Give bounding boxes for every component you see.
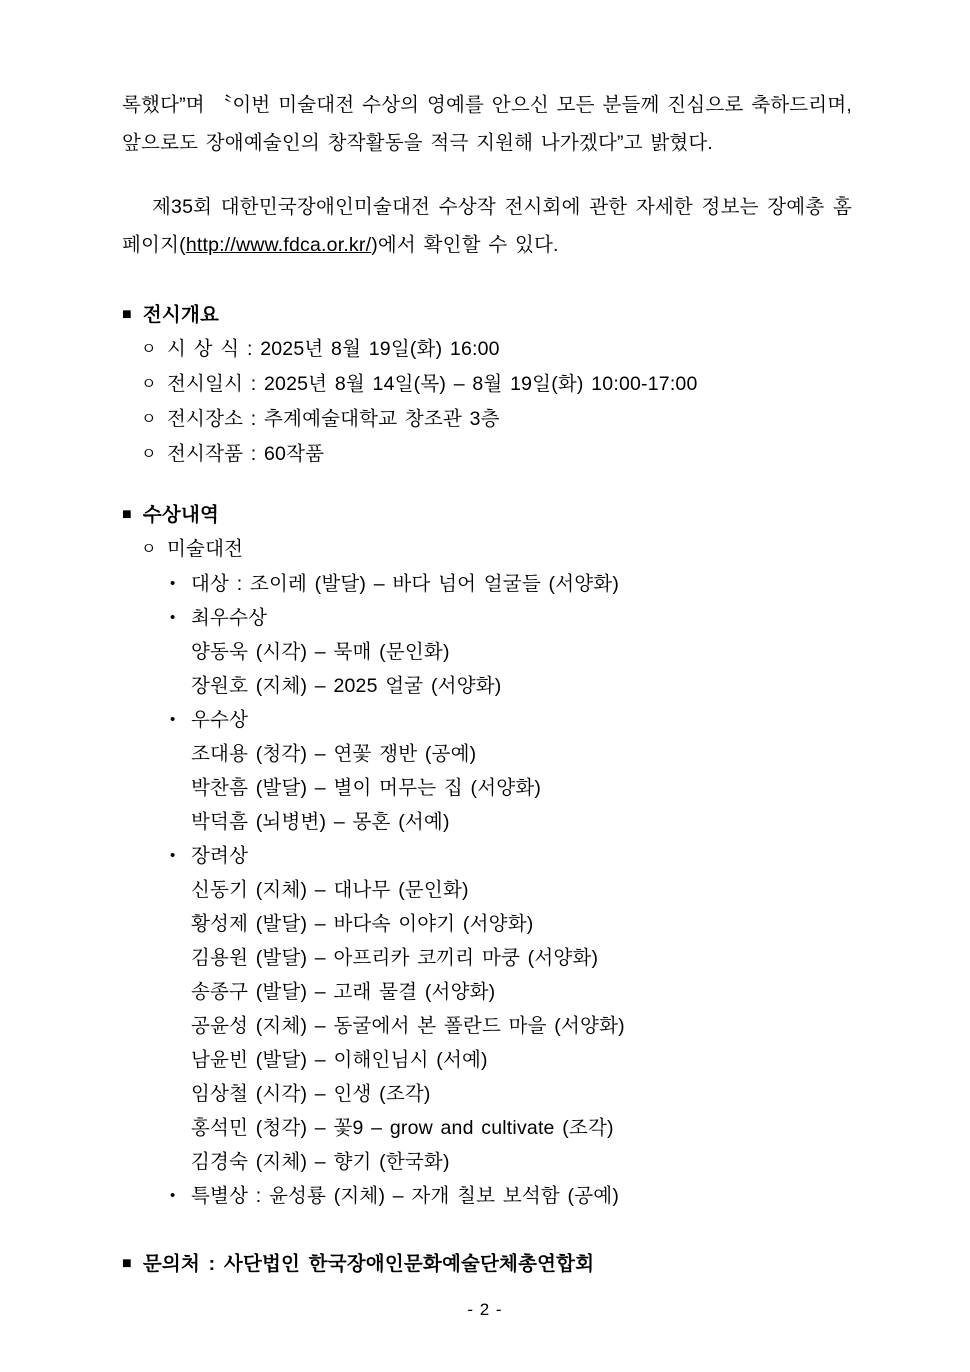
award-group-title: 우수상 [191,709,249,731]
awards-category-text: 미술대전 [167,538,244,560]
paragraph-intro-text: 록했다”며 〝이번 미술대전 수상의 영예를 안으신 모든 분들께 진심으로 축하드리며, 앞으로도 장애예술인의 창작활동을 적극 지원해 나가겠다”고 밝혔다. [122,94,852,154]
document-body [122,86,852,1281]
award-group-heading [122,567,852,601]
spacer [122,162,852,188]
award-entry: 신동기 (지체) – 대나무 (문인화) [191,879,469,901]
paragraph-info-before: 제35회 대한민국장애인미술대전 수상작 전시회에 관한 자세한 정보는 장예총 홈페이지( [122,196,852,256]
list-item [122,367,852,402]
list-item [122,402,852,437]
list-item [122,437,852,472]
dot-bullet-icon: • [170,711,176,728]
award-entry: 송종구 (발달) – 고래 물결 (서양화) [191,981,496,1003]
section-heading-exhibition-overview [122,298,852,332]
award-entry: 장원호 (지체) – 2025 얼굴 (서양화) [191,675,502,697]
dot-bullet-icon: • [170,609,176,626]
award-entry: 황성제 (발달) – 바다속 이야기 (서양화) [191,913,534,935]
dot-bullet-icon: • [170,847,176,864]
award-entry: 박찬흠 (발달) – 별이 머무는 집 (서양화) [191,777,542,799]
award-group-heading [122,839,852,873]
circle-bullet-icon: ㅇ [141,376,157,393]
award-entry: 남윤빈 (발달) – 이해인님시 (서예) [191,1049,488,1071]
contact-text: 문의처 : 사단법인 한국장애인문화예술단체총연합회 [142,1253,595,1275]
award-group-title: 대상 : 조이레 (발달) – 바다 넘어 얼굴들 (서양화) [191,573,620,595]
section-title: 전시개요 [142,304,220,326]
paragraph-intro [122,86,852,162]
section-title: 수상내역 [142,504,220,526]
award-entry: 홍석민 (청각) – 꽃9 – grow and cultivate (조각) [191,1117,614,1139]
list-item [122,332,852,367]
dot-bullet-icon: • [170,575,176,592]
circle-bullet-icon: ㅇ [141,446,157,463]
award-group-heading [122,703,852,737]
list-item-text: 시 상 식 : 2025년 8월 19일(화) 16:00 [167,338,500,360]
award-entry: 김용원 (발달) – 아프리카 코끼리 마쿵 (서양화) [191,947,599,969]
circle-bullet-icon: ㅇ [141,411,157,428]
award-entry: 김경숙 (지체) – 향기 (한국화) [191,1151,450,1173]
award-group-title: 특별상 : 윤성룡 (지체) – 자개 칠보 보석함 (공예) [191,1185,620,1207]
awards-category [122,532,852,567]
contact-line [122,1247,852,1281]
black-square-icon: ■ [122,506,132,523]
dot-bullet-icon: • [170,1187,176,1204]
paragraph-info-after: )에서 확인할 수 있다. [371,234,559,256]
spacer [122,1213,852,1247]
page-number: - 2 - [467,1300,503,1319]
list-item-text: 전시작품 : 60작품 [167,443,325,465]
list-item-text: 전시장소 : 추계예술대학교 창조관 3층 [167,408,500,430]
list-item-text: 전시일시 : 2025년 8월 14일(목) – 8월 19일(화) 10:00-17:00 [167,373,698,395]
black-square-icon: ■ [122,306,132,323]
black-square-icon: ■ [122,1255,132,1272]
circle-bullet-icon: ㅇ [141,541,157,558]
spacer [122,264,852,298]
award-entry: 공윤성 (지체) – 동굴에서 본 폴란드 마을 (서양화) [191,1015,625,1037]
award-entry: 박덕흠 (뇌병변) – 몽혼 (서예) [191,811,450,833]
award-group-heading [122,601,852,635]
award-group-title: 장려상 [191,845,249,867]
award-group-title: 최우수상 [191,607,268,629]
paragraph-info [122,188,852,264]
section-heading-awards [122,498,852,532]
spacer [122,472,852,498]
award-group-heading [122,1179,852,1213]
award-entry: 임상철 (시각) – 인생 (조각) [191,1083,431,1105]
award-entry: 양동욱 (시각) – 묵매 (문인화) [191,641,450,663]
circle-bullet-icon: ㅇ [141,341,157,358]
award-entry: 조대용 (청각) – 연꽃 쟁반 (공예) [191,743,477,765]
fdca-homepage-link[interactable]: http://www.fdca.or.kr/ [185,234,372,256]
